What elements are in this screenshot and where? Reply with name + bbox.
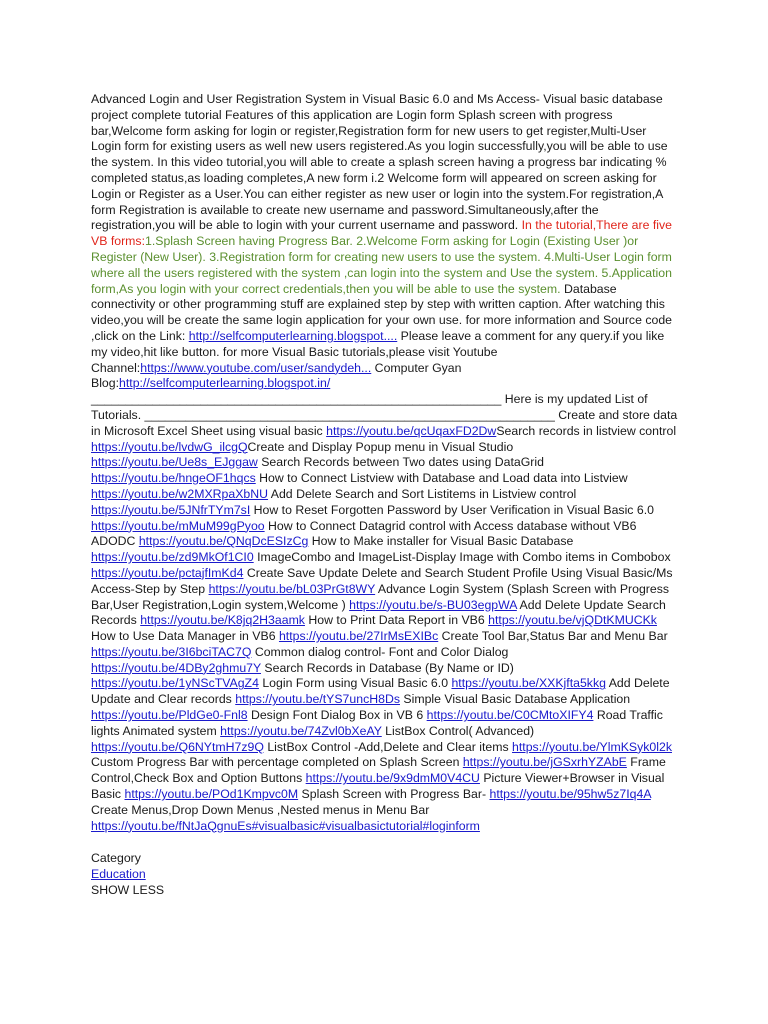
tutorial-title: Search Records between Two dates using DataGrid	[257, 455, 544, 470]
tutorial-title: Picture Viewer+Browser in Visual Basic	[91, 771, 665, 802]
tutorial-title: How to Use Data Manager in VB6	[91, 629, 279, 644]
tutorial-title: Search Records in Database (By Name or ID)	[261, 660, 514, 675]
tutorial-title: Add Delete Update and Clear records	[91, 676, 670, 707]
tutorial-title: Frame Control,Check Box and Option Buttons	[91, 755, 666, 786]
tutorial-link[interactable]: https://youtu.be/qcUqaxFD2Dw	[326, 423, 497, 438]
tutorial-title: ListBox Control -Add,Delete and Clear items	[263, 739, 513, 754]
tutorial-link[interactable]: https://youtu.be/1yNScTVAgZ4	[91, 676, 259, 691]
tutorial-link[interactable]: https://youtu.be/w2MXRpaXbNU	[91, 486, 269, 501]
tutorial-link[interactable]: https://youtu.be/74Zvl0bXeAY	[220, 723, 382, 738]
tutorial-title: ListBox Control( Advanced)	[381, 723, 535, 738]
source-code-link[interactable]: http://selfcomputerlearning.blogspot....	[188, 328, 398, 343]
tutorial-title: Common dialog control- Font and Color Dialog	[251, 644, 509, 659]
tutorial-title: Add Delete Search and Sort Listitems in Listview control	[268, 486, 577, 501]
description-text	[91, 92, 679, 834]
youtube-channel-link[interactable]: https://www.youtube.com/user/sandydeh...	[140, 360, 372, 375]
tutorial-title: How to Make installer for Visual Basic Database	[308, 534, 574, 549]
tutorial-title: How to Reset Forgotten Password by User Verification in Visual Basic 6.0	[250, 502, 654, 517]
blog-link[interactable]: http://selfcomputerlearning.blogspot.in/	[119, 376, 331, 391]
tutorial-link[interactable]: https://youtu.be/4DBy2ghmu7Y	[91, 660, 261, 675]
category-section	[91, 851, 679, 898]
description-connectivity: Database connectivity or other programming stuff are explained step by step with written caption. After watching this video,you will be create the same login application for your own use. for more information and Source code ,click on the Link:	[91, 281, 673, 343]
tutorial-link[interactable]: https://youtu.be/hngeOF1hqcs	[91, 471, 256, 486]
tutorial-link[interactable]: https://youtu.be/K8jq2H3aamk	[140, 613, 305, 628]
show-less-button[interactable]: SHOW LESS	[91, 883, 165, 898]
tutorial-link[interactable]: https://youtu.be/Ue8s_EJggaw	[91, 455, 258, 470]
hashtag-link[interactable]: https://youtu.be/fNtJaQgnuEs#visualbasic#visualbasictutorial#loginform	[91, 818, 480, 833]
tutorial-link[interactable]: https://youtu.be/jGSxrhYZAbE	[462, 755, 627, 770]
tutorial-link[interactable]: https://youtu.be/tYS7uncH8Ds	[235, 692, 400, 707]
tutorial-link[interactable]: https://youtu.be/27IrMsEXIBc	[278, 629, 439, 644]
tutorial-list-intro: ____________________________________________________________ Here is my updated List of Tutorials. ____________________________________________________________ Create and store data in Microsoft Excel Sheet using visual basic	[91, 392, 678, 438]
tutorial-link[interactable]: https://youtu.be/PldGe0-Fnl8	[91, 708, 248, 723]
tutorial-title: Create Save Update Delete and Search Student Profile Using Visual Basic/Ms Access-Step by Step	[91, 565, 673, 596]
tutorial-title: Search records in listview control	[496, 423, 677, 438]
tutorial-link[interactable]: https://youtu.be/9x9dmM0V4CU	[305, 771, 480, 786]
tutorial-link[interactable]: https://youtu.be/bL03PrGt8WY	[208, 581, 376, 596]
tutorial-title: How to Connect Listview with Database and Load data into Listview	[255, 471, 628, 486]
description-blog-label: Computer Gyan Blog:	[91, 360, 462, 391]
tutorial-title: Splash Screen with Progress Bar-	[298, 787, 490, 802]
tutorial-link[interactable]: https://youtu.be/YlmKSyk0l2k	[512, 739, 672, 754]
description-highlight-green: 1.Splash Screen having Progress Bar. 2.Welcome Form asking for Login (Existing User )or Register (New User). 3.Registration form for creating new users to use the system. 4.Multi-User Login form where all the users registered with the system ,can login into the system and Use the system. 5.Application form,As you login with your correct credentials,then you will be able to use the system.	[91, 234, 672, 296]
category-education-link[interactable]: Education	[91, 867, 146, 882]
tutorial-link[interactable]: https://youtu.be/Q6NYtmH7z9Q	[91, 739, 264, 754]
tutorial-link[interactable]: https://youtu.be/vjQDtKMUCKk	[488, 613, 657, 628]
tutorial-title: Design Font Dialog Box in VB 6	[247, 708, 427, 723]
tutorial-link[interactable]: https://youtu.be/POd1Kmpvc0M	[124, 787, 299, 802]
tutorial-title: ImageCombo and ImageList-Display Image with Combo items in Combobox	[253, 550, 671, 565]
tutorial-link[interactable]: https://youtu.be/QNqDcESIzCg	[138, 534, 309, 549]
tutorial-link[interactable]: https://youtu.be/C0CMtoXIFY4	[426, 708, 594, 723]
tutorial-title: Create and Display Popup menu in Visual Studio	[247, 439, 514, 454]
tutorial-title: Simple Visual Basic Database Application	[399, 692, 631, 707]
tutorial-link[interactable]: https://youtu.be/3I6bciTAC7Q	[91, 644, 252, 659]
tutorial-title: How to Print Data Report in VB6	[304, 613, 489, 628]
description-intro: Advanced Login and User Registration System in Visual Basic 6.0 and Ms Access- Visual basic database project complete tutorial Features of this application are Login form Splash screen with progress bar,Welcome form asking for login or register,Registration form for new users to get register,Multi-User Login form for existing users as well new users registered.As you login successfully,you will be able to use the system. In this video tutorial,you will able to create a splash screen having a progress bar indicating % completed status,as loading completes,A new form i.2 Welcome form will appeared on screen asking for Login or Register as a User.You can either register as new user or login into the system.For registration,A form Registration is available to create new username and password.Simultaneously,after the registration,you will be able to login with your current username and password.	[91, 92, 668, 233]
category-label: Category	[91, 851, 141, 866]
video-description-panel	[91, 92, 679, 899]
description-comment: Please leave a comment for any query.if you like my video,hit like button. for more Visual Basic tutorials,please visit Youtube Channel:	[91, 328, 665, 375]
tutorial-link[interactable]: https://youtu.be/mMuM99gPyoo	[91, 518, 265, 533]
description-highlight-red: In the tutorial,There are five VB forms:	[91, 218, 672, 249]
tutorial-title: Login Form using Visual Basic 6.0	[258, 676, 452, 691]
tutorial-title: Road Traffic lights Animated system	[91, 708, 663, 738]
tutorial-link[interactable]: https://youtu.be/lvdwG_ilcgQ	[91, 439, 248, 454]
tutorial-link[interactable]: https://youtu.be/95hw5z7Iq4A	[489, 787, 651, 802]
tutorial-link[interactable]: https://youtu.be/XXKjfta5kkg	[451, 676, 606, 691]
tutorial-link[interactable]: https://youtu.be/s-BU03egpWA	[349, 597, 517, 612]
tutorial-title: Custom Progress Bar with percentage completed on Splash Screen	[91, 755, 463, 770]
tutorial-link[interactable]: https://youtu.be/zd9MkOf1CI0	[91, 550, 254, 565]
tutorial-title: Add Delete Update Search Records	[91, 597, 666, 628]
tutorial-link[interactable]: https://youtu.be/5JNfrTYm7sI	[91, 502, 251, 517]
tutorial-title: How to Connect Datagrid control with Access database without VB6 ADODC	[91, 518, 637, 549]
tutorial-link[interactable]: https://youtu.be/pctajfImKd4	[91, 565, 244, 580]
tutorial-title: Create Tool Bar,Status Bar and Menu Bar	[438, 629, 668, 644]
tutorial-title: Advance Login System (Splash Screen with Progress Bar,User Registration,Login system,Welcome )	[91, 581, 670, 612]
tutorial-title: Create Menus,Drop Down Menus ,Nested menus in Menu Bar	[91, 802, 430, 817]
